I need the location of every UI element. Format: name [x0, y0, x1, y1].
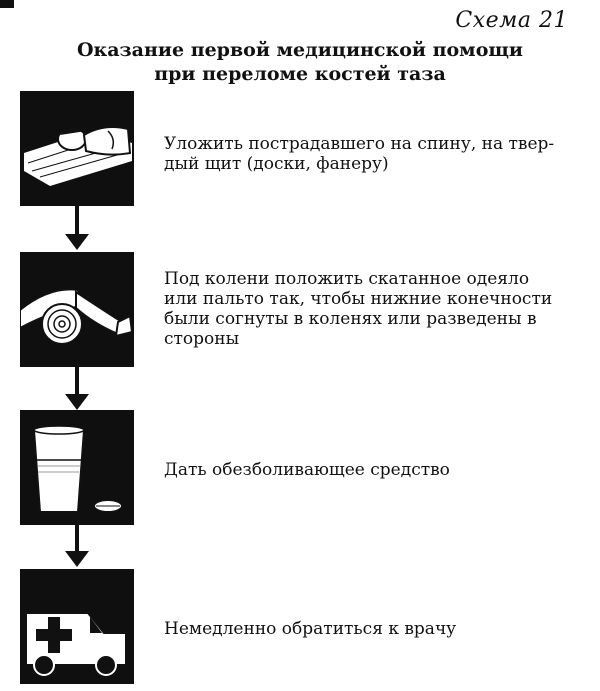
- step-1-line-2: дый щит (доски, фанеру): [164, 154, 389, 174]
- scheme-number: Схема 21: [455, 8, 568, 33]
- step-1-text: [164, 134, 584, 174]
- arrow-down-icon: [62, 523, 92, 569]
- arrow-down-icon: [62, 206, 92, 252]
- glass-pill-icon: [20, 410, 134, 525]
- step-2-text: [164, 269, 584, 349]
- step-2-line-4: стороны: [164, 329, 240, 349]
- step-4-line-1: Немедленно обратиться к врачу: [164, 619, 457, 639]
- diagram-title: [0, 38, 600, 86]
- step-1-line-1: Уложить пострадавшего на спину, на твер-: [164, 134, 555, 154]
- step-3-text: [164, 460, 584, 480]
- step-4-text: [164, 619, 584, 639]
- step-3-line-1: Дать обезболивающее средство: [164, 460, 450, 480]
- step-4-image: [20, 569, 134, 684]
- page-corner-mark: [0, 0, 14, 8]
- ambulance-icon: [20, 569, 134, 684]
- title-line-1: Оказание первой медицинской помощи: [76, 39, 524, 61]
- step-2-image: [20, 252, 134, 367]
- arrow-down-icon: [62, 366, 92, 412]
- lying-patient-icon: [20, 91, 134, 206]
- step-2-line-1: Под колени положить скатанное одеяло: [164, 269, 530, 289]
- step-3-image: [20, 410, 134, 525]
- step-2-line-2: или пальто так, чтобы нижние конечности: [164, 289, 553, 309]
- title-line-2: при переломе костей таза: [154, 63, 446, 85]
- step-2-line-3: были согнуты в коленях или разведены в: [164, 309, 537, 329]
- rolled-blanket-icon: [20, 252, 134, 367]
- step-1-image: [20, 91, 134, 206]
